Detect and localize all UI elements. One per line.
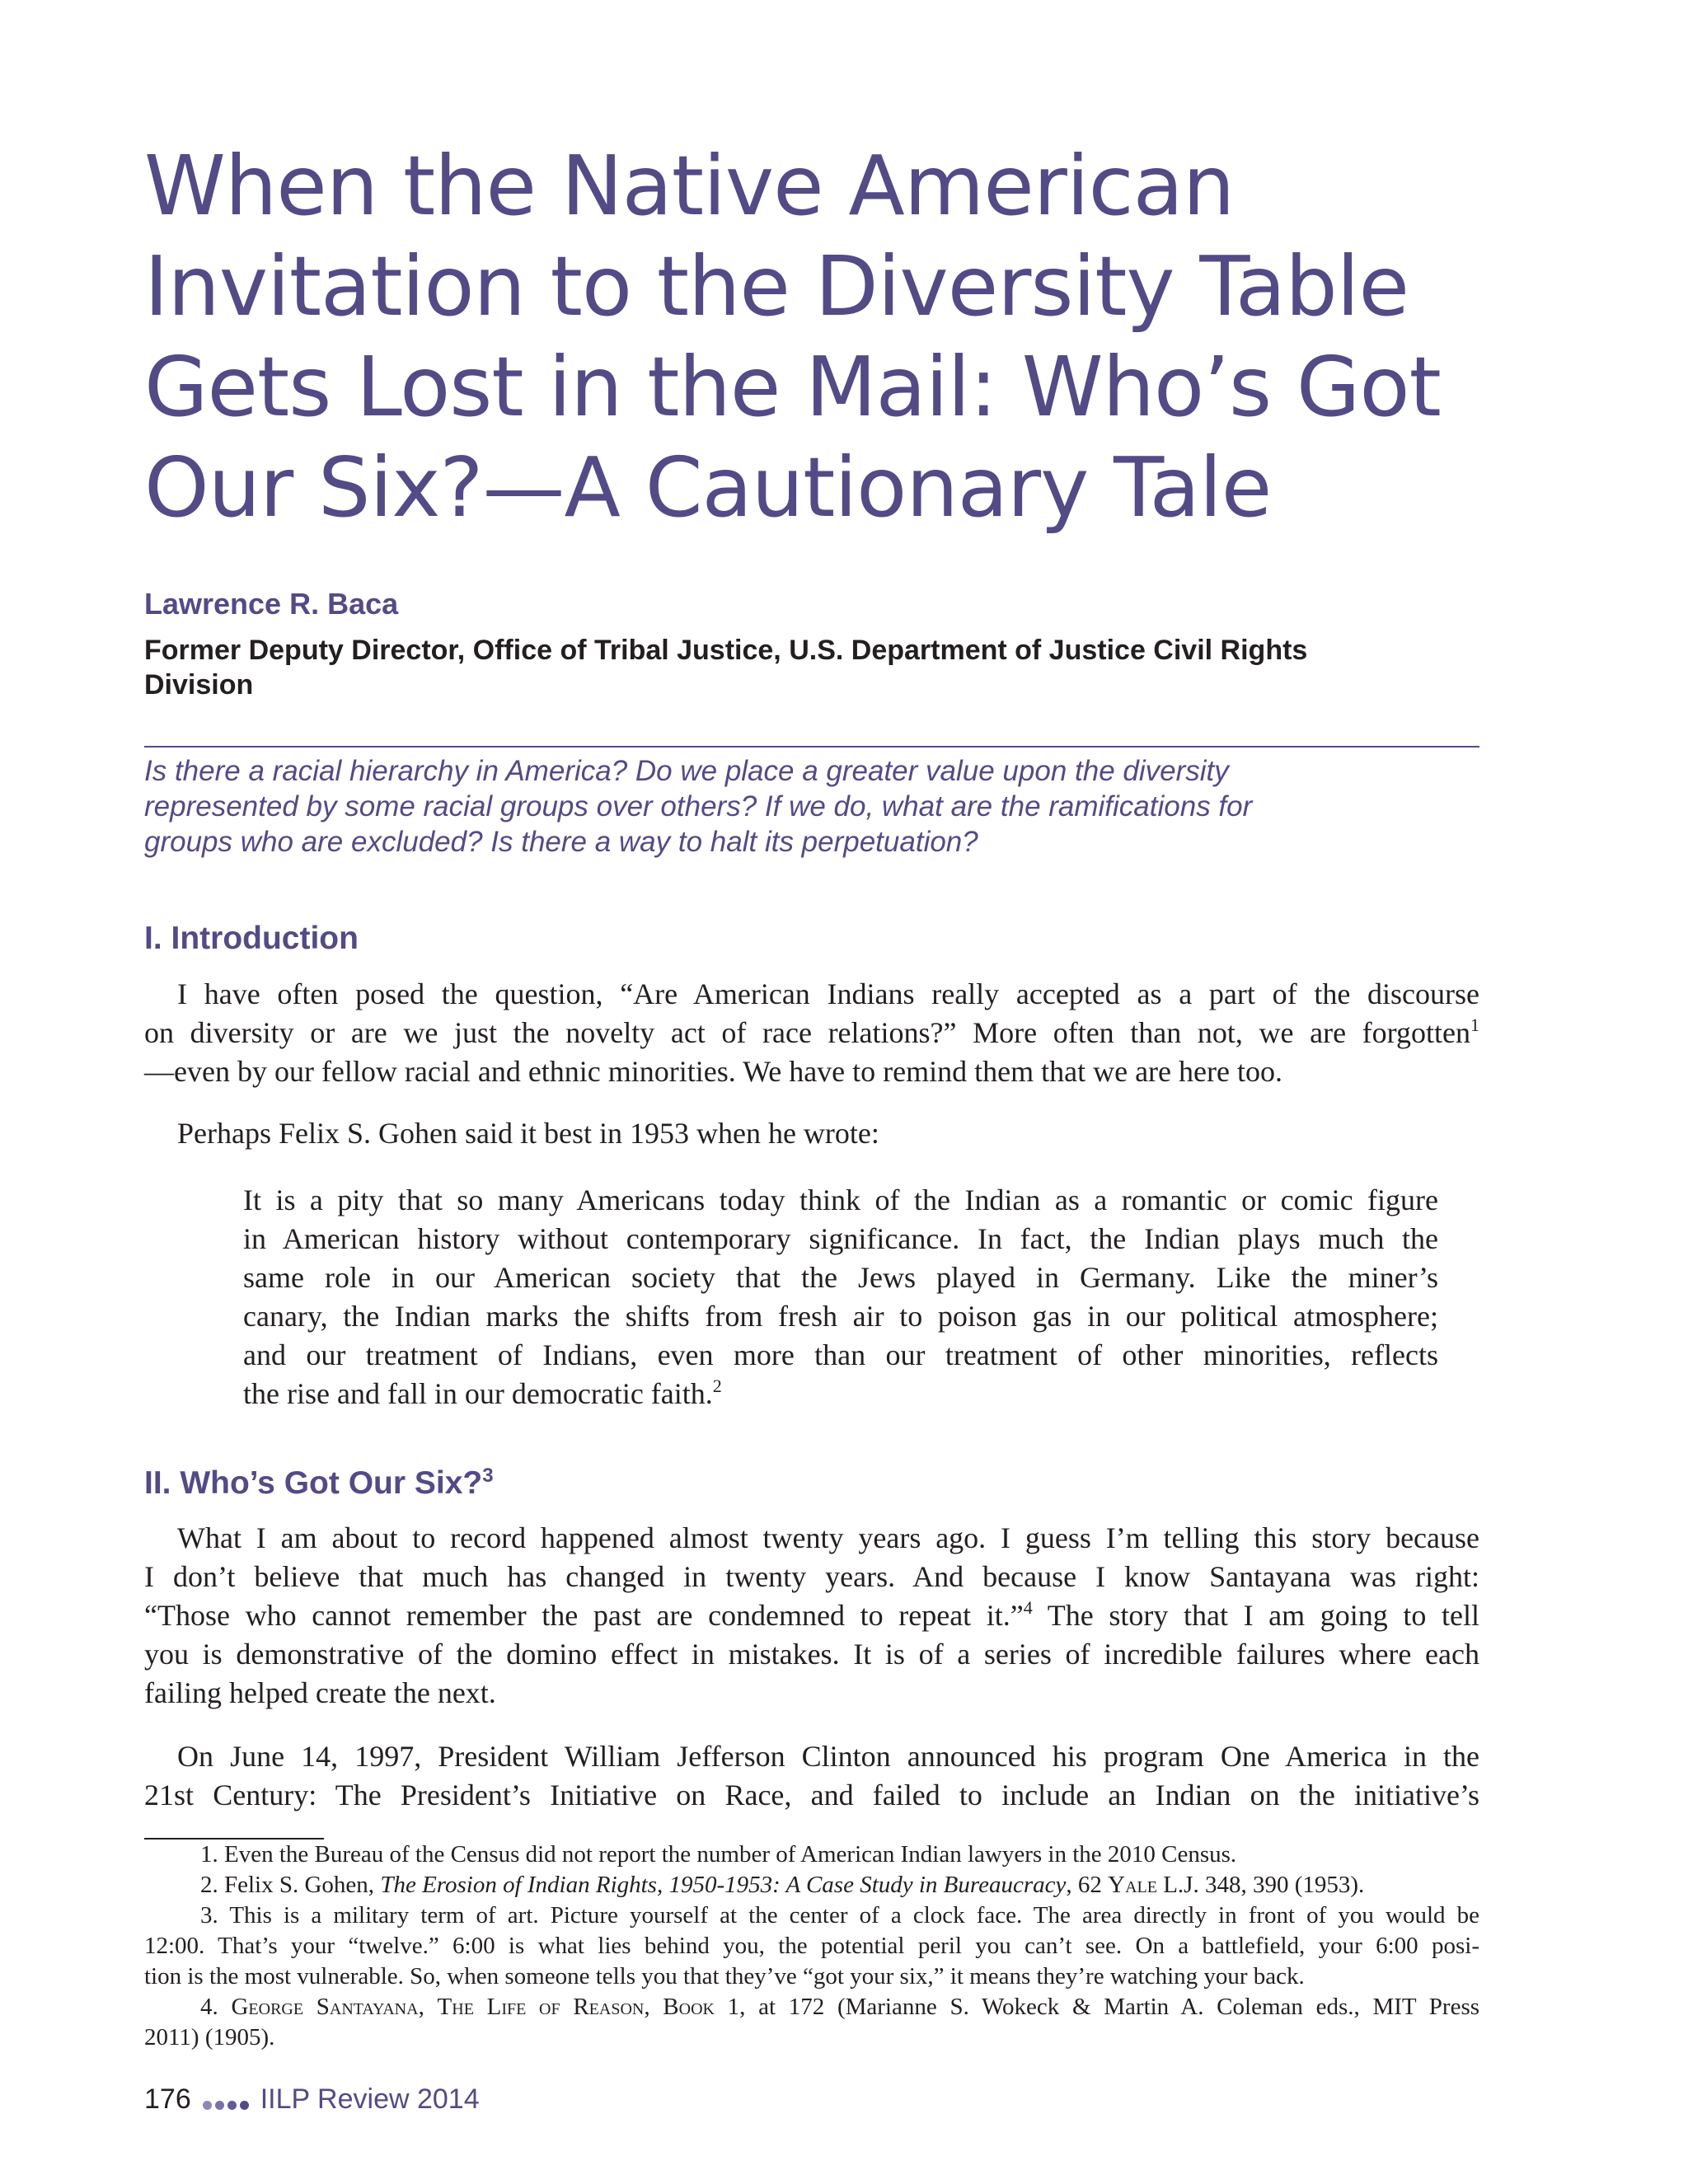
section-heading-introduction: I. Introduction: [144, 921, 359, 956]
title-line: Our Six?—A Cautionary Tale: [144, 439, 1272, 536]
article-title: [144, 136, 1504, 538]
line-text: The story that I am going to tell: [1032, 1599, 1480, 1632]
paragraph-line: 21st Century: The President’s Initiative on Race, and failed to include an Indian on the initiative’s: [144, 1779, 1479, 1811]
footnote-3-cont: 12:00. That’s your “twelve.” 6:00 is what lies behind you, the potential peril you can’t see. On a battlefield, your 6:00 posi-: [144, 1933, 1479, 1959]
footnote-4: [144, 1992, 1479, 2022]
publication-name: IILP Review 2014: [260, 2083, 480, 2115]
line-text: the rise and fall in our democratic faith.: [243, 1377, 713, 1410]
paragraph-line: —even by our fellow racial and ethnic minorities. We have to remind them that we are here too.: [144, 1055, 1282, 1088]
footnote-2: [144, 1870, 1479, 1900]
quote-line: and our treatment of Indians, even more than our treatment of other minorities, reflects: [243, 1338, 1438, 1371]
footer-dots-icon: [203, 2085, 252, 2117]
fn-text: , at 172 (Marianne S. Wokeck & Martin A. Coleman eds., MIT Press: [739, 1994, 1480, 2020]
paragraph-line: you is demonstrative of the domino effect in mistakes. It is of a series of incredible failures where each: [144, 1638, 1479, 1671]
heading-text: II. Who’s Got Our Six?: [144, 1465, 483, 1501]
footnote-marker[interactable]: 4: [1023, 1597, 1033, 1618]
intro-paragraph-1: [144, 975, 1479, 1091]
abstract-divider: [144, 746, 1479, 748]
intro-paragraph-2: [177, 1114, 879, 1153]
fn-text: , 62: [1066, 1872, 1109, 1898]
block-quote: [243, 1181, 1438, 1413]
paragraph-line: I don’t believe that much has changed in twenty years. And because I know Santayana was right:: [144, 1560, 1479, 1593]
abstract-line: Is there a racial hierarchy in America? Do we place a greater value upon the diversity: [144, 755, 1229, 787]
footnotes: [144, 1840, 1479, 2053]
cited-work-title: The Life of Reason: [437, 1994, 645, 2020]
section2-paragraph-2: [144, 1737, 1479, 1815]
line-text: on diversity or are we just the novelty act of race relations?” More often than not, we are forgotten: [144, 1016, 1470, 1049]
affiliation-line: Division: [144, 669, 254, 701]
quote-line: canary, the Indian marks the shifts from fresh air to poison gas in our political atmosphere;: [243, 1300, 1438, 1333]
paragraph-line: failing helped create the next.: [144, 1676, 496, 1709]
footnote-3: 3. This is a military term of art. Picture yourself at the center of a clock face. The area directly in front of you would be: [200, 1902, 1479, 1929]
cited-work-title: The Erosion of Indian Rights, 1950-1953: A Case Study in Bureaucracy: [380, 1872, 1067, 1898]
footnote-marker[interactable]: 1: [1470, 1015, 1479, 1035]
quote-line: in American history without contemporary significance. In fact, the Indian plays much the: [243, 1222, 1438, 1255]
paragraph-line: On June 14, 1997, President William Jefferson Clinton announced his program One America in the: [177, 1740, 1479, 1773]
title-line: Invitation to the Diversity Table: [144, 238, 1409, 335]
fn-text: 4.: [200, 1994, 232, 2020]
abstract: [144, 753, 1496, 860]
paragraph-line: Perhaps Felix S. Gohen said it best in 1953 when he wrote:: [177, 1117, 879, 1150]
quote-line: same role in our American society that the Jews played in Germany. Like the miner’s: [243, 1261, 1438, 1294]
author-name: Lawrence R. Baca: [144, 587, 399, 621]
footnote-3-cont: tion is the most vulnerable. So, when someone tells you that they’ve “got your six,” it means they’re watching your back.: [144, 1963, 1305, 1990]
fn-text: L.J. 348, 390 (1953).: [1156, 1872, 1365, 1898]
quote-line: It is a pity that so many Americans today think of the Indian as a romantic or comic figure: [243, 1183, 1438, 1216]
page-footer: [144, 2083, 480, 2117]
title-line: Gets Lost in the Mail: Who’s Got: [144, 339, 1441, 435]
footnote-1: 1. Even the Bureau of the Census did not report the number of American Indian lawyers in the 2010 Census.: [200, 1841, 1237, 1868]
paragraph-line: [144, 1014, 1479, 1052]
paragraph-line: [144, 1596, 1479, 1635]
fn-text: 2. Felix S. Gohen,: [200, 1872, 381, 1898]
section-heading-whos-got-our-six: [144, 1465, 494, 1502]
title-line: When the Native American: [144, 138, 1235, 234]
fn-text: ,: [418, 1994, 438, 2020]
page-number: 176: [144, 2083, 191, 2115]
cited-author: George Santayana: [231, 1994, 419, 2020]
paragraph-line: What I am about to record happened almost twenty years ago. I guess I’m telling this story because: [177, 1521, 1479, 1554]
quote-line: [243, 1375, 1438, 1413]
abstract-line: represented by some racial groups over others? If we do, what are the ramifications for: [144, 790, 1253, 823]
footnote-marker[interactable]: 3: [482, 1465, 494, 1487]
cited-book: , Book 1: [644, 1994, 740, 2020]
abstract-line: groups who are excluded? Is there a way to halt its perpetuation?: [144, 826, 978, 858]
affiliation-line: Former Deputy Director, Office of Tribal Justice, U.S. Department of Justice Civil Rights: [144, 635, 1308, 666]
footnote-marker[interactable]: 2: [712, 1376, 722, 1396]
journal-name: Yale: [1108, 1872, 1157, 1898]
footnote-4-cont: 2011) (1905).: [144, 2024, 275, 2050]
line-text: “Those who cannot remember the past are condemned to repeat it.”: [144, 1599, 1024, 1632]
author-affiliation: [144, 633, 1504, 702]
section2-paragraph-1: [144, 1519, 1479, 1713]
paragraph-line: I have often posed the question, “Are American Indians really accepted as a part of the discourse: [177, 977, 1479, 1010]
